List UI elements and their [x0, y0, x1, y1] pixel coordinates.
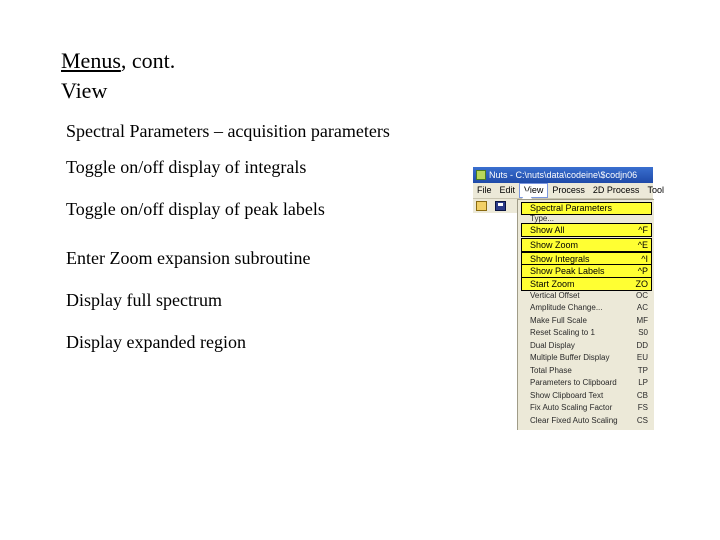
- slide-item-spectral-parameters: Spectral Parameters – acquisition parameters: [66, 121, 390, 141]
- menu-process[interactable]: Process: [552, 185, 585, 195]
- menu-item-shortcut: TP: [637, 366, 648, 375]
- menu-item-label: Show Peak Labels: [530, 266, 605, 276]
- slide-title-line1: [61, 49, 175, 73]
- save-disk-icon[interactable]: [495, 201, 506, 211]
- menu-item-shortcut: CS: [636, 416, 648, 425]
- open-folder-icon[interactable]: [476, 201, 487, 211]
- menu-item-label: Clear Fixed Auto Scaling: [530, 416, 618, 425]
- slide-item-full-spectrum: Display full spectrum: [66, 290, 222, 310]
- menu-item-label: Show Zoom: [530, 240, 579, 250]
- menu-item-shortcut: MF: [636, 316, 648, 325]
- menubar: [473, 183, 664, 199]
- menu-item-label: Reset Scaling to 1: [530, 328, 595, 337]
- view-menu-dropdown: [517, 199, 654, 430]
- menu-2d-process[interactable]: 2D Process: [592, 185, 640, 195]
- slide-title-menus: Menus: [61, 48, 121, 73]
- menu-item-shortcut: ^I: [641, 254, 648, 264]
- menu-item-shortcut: ^F: [638, 225, 648, 235]
- menu-item-label: Show Integrals: [530, 254, 590, 264]
- menu-item-dual-display[interactable]: [522, 340, 651, 352]
- window-titlebar: [473, 167, 653, 183]
- slide-title-rest: , cont.: [120, 48, 176, 73]
- menu-item-label: Spectral Parameters: [530, 203, 613, 213]
- menu-edit[interactable]: Edit: [499, 185, 516, 195]
- menu-item-shortcut: CB: [636, 391, 648, 400]
- menu-item-clear-fixed-auto-scaling[interactable]: [522, 415, 651, 427]
- menu-item-label: Dual Display: [530, 341, 575, 350]
- menu-item-label: Vertical Offset: [530, 291, 580, 300]
- menu-item-shortcut: ZO: [635, 279, 648, 289]
- menu-view[interactable]: View: [519, 183, 548, 198]
- menu-item-multiple-buffer-display[interactable]: [522, 352, 651, 364]
- menu-item-shortcut: LP: [638, 378, 648, 387]
- slide-item-zoom: Enter Zoom expansion subroutine: [66, 248, 311, 268]
- menu-item-label: Fix Auto Scaling Factor: [530, 403, 613, 412]
- menu-item-shortcut: AC: [636, 303, 648, 312]
- toolbar: [473, 199, 518, 213]
- menu-item-shortcut: ^E: [637, 240, 648, 250]
- menu-item-label: Type...: [530, 214, 555, 223]
- menu-item-fix-auto-scaling[interactable]: [522, 402, 651, 414]
- menu-item-label: Amplitude Change...: [530, 303, 603, 312]
- menu-item-show-zoom[interactable]: [522, 239, 651, 251]
- window-title: Nuts - C:\nuts\data\codeine\$codjn06: [489, 170, 638, 180]
- menu-file[interactable]: File: [477, 185, 492, 195]
- menu-item-label: Start Zoom: [530, 279, 575, 289]
- menu-item-reset-scaling[interactable]: [522, 327, 651, 339]
- menu-item-total-phase[interactable]: [522, 365, 651, 377]
- menu-item-shortcut: ^P: [637, 266, 648, 276]
- menu-item-start-zoom[interactable]: [522, 278, 651, 290]
- slide-item-integrals: Toggle on/off display of integrals: [66, 157, 307, 177]
- mouse-cursor-icon: [522, 190, 532, 199]
- menu-item-label: Parameters to Clipboard: [530, 378, 617, 387]
- menu-item-make-full-scale[interactable]: [522, 315, 651, 327]
- menu-item-label: Make Full Scale: [530, 316, 587, 325]
- menu-item-show-clipboard-text[interactable]: [522, 390, 651, 402]
- menu-item-label: Multiple Buffer Display: [530, 353, 610, 362]
- menu-item-label: Total Phase: [530, 366, 572, 375]
- slide-item-expanded-region: Display expanded region: [66, 332, 246, 352]
- menu-item-shortcut: FS: [637, 403, 648, 412]
- menu-item-label: Show Clipboard Text: [530, 391, 604, 400]
- menu-item-shortcut: EU: [636, 353, 648, 362]
- slide-title-line2: View: [61, 78, 108, 103]
- menu-item-shortcut: DD: [636, 341, 648, 350]
- app-icon: [476, 170, 486, 180]
- nuts-screenshot: [473, 167, 664, 429]
- menu-item-show-peak-labels[interactable]: [522, 265, 651, 277]
- slide-item-peak-labels: Toggle on/off display of peak labels: [66, 199, 325, 219]
- menu-item-amplitude-change[interactable]: [522, 302, 651, 314]
- menu-item-show-integrals[interactable]: [522, 253, 651, 265]
- menu-tool[interactable]: Tool: [647, 185, 664, 195]
- menu-item-parameters-to-clipboard[interactable]: [522, 377, 651, 389]
- menu-item-label: Show All: [530, 225, 565, 235]
- menu-item-shortcut: OC: [636, 291, 648, 300]
- menu-item-vertical-offset[interactable]: [522, 290, 651, 302]
- menu-item-show-all[interactable]: [522, 224, 651, 236]
- menu-item-shortcut: S0: [638, 328, 648, 337]
